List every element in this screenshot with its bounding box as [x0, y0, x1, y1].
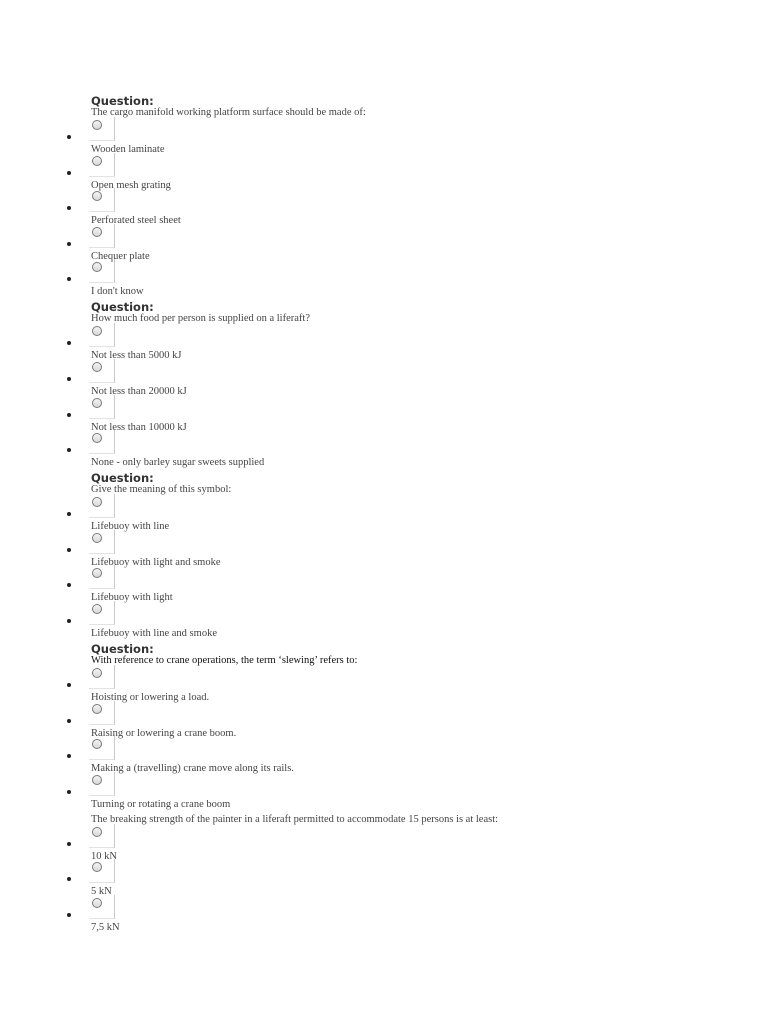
list-bullet	[67, 683, 71, 687]
radio-circle-icon[interactable]	[92, 862, 102, 872]
answer-radio[interactable]	[89, 701, 115, 725]
answer-option-label: None - only barley sugar sweets supplied	[91, 457, 265, 469]
radio-circle-icon[interactable]	[92, 739, 102, 749]
question-text: The cargo manifold working platform surface should be made of:	[91, 107, 366, 118]
radio-circle-icon[interactable]	[92, 433, 102, 443]
radio-circle-icon[interactable]	[92, 227, 102, 237]
answer-option-label: Wooden laminate	[91, 144, 165, 155]
radio-circle-icon[interactable]	[92, 326, 102, 336]
answer-option-label: Raising or lowering a crane boom.	[91, 727, 237, 739]
answer-radio[interactable]	[89, 530, 115, 554]
answer-option-label: I don't know	[91, 286, 144, 298]
answer-option-label: Chequer plate	[91, 250, 150, 262]
question-heading: Question:	[91, 642, 154, 656]
list-bullet	[67, 512, 71, 516]
question-text: The breaking strength of the painter in a liferaft permitted to accommodate 15 persons is at least:	[91, 813, 499, 825]
answer-radio[interactable]	[89, 859, 115, 883]
answer-option-label: Turning or rotating a crane boom	[91, 798, 231, 810]
list-bullet	[67, 413, 71, 417]
question-heading: Question:	[91, 300, 154, 315]
answer-option-label: Lifebuoy with line	[91, 521, 170, 533]
list-bullet	[67, 619, 71, 623]
answer-radio[interactable]	[89, 188, 115, 212]
answer-radio[interactable]	[89, 224, 115, 248]
answer-radio[interactable]	[89, 323, 115, 347]
list-bullet	[67, 719, 71, 723]
list-bullet	[67, 377, 71, 381]
list-bullet	[67, 583, 71, 587]
radio-circle-icon[interactable]	[92, 604, 102, 614]
radio-circle-icon[interactable]	[92, 775, 102, 785]
answer-option-label: Open mesh grating	[91, 179, 171, 191]
list-bullet	[67, 206, 71, 210]
answer-radio[interactable]	[89, 895, 115, 919]
answer-radio[interactable]	[89, 772, 115, 796]
answer-radio[interactable]	[89, 494, 115, 518]
answer-radio[interactable]	[89, 565, 115, 589]
answer-option-label: Hoisting or lowering a load.	[91, 692, 210, 703]
list-bullet	[67, 135, 71, 139]
list-bullet	[67, 242, 71, 246]
question-heading: Question:	[91, 94, 154, 108]
answer-radio[interactable]	[89, 117, 115, 141]
answer-radio[interactable]	[89, 824, 115, 848]
list-bullet	[67, 842, 71, 846]
list-bullet	[67, 877, 71, 881]
radio-circle-icon[interactable]	[92, 827, 102, 837]
answer-option-label: Lifebuoy with light and smoke	[91, 556, 221, 568]
answer-radio[interactable]	[89, 153, 115, 177]
radio-circle-icon[interactable]	[92, 191, 102, 201]
list-bullet	[67, 754, 71, 758]
radio-circle-icon[interactable]	[92, 120, 102, 130]
answer-radio[interactable]	[89, 430, 115, 454]
answer-option-label: 5 kN	[91, 886, 112, 898]
answer-radio[interactable]	[89, 736, 115, 760]
radio-circle-icon[interactable]	[92, 497, 102, 507]
answer-option-label: Not less than 10000 kJ	[91, 421, 187, 433]
list-bullet	[67, 341, 71, 345]
answer-radio[interactable]	[89, 601, 115, 625]
answer-option-label: Not less than 20000 kJ	[91, 386, 187, 397]
radio-circle-icon[interactable]	[92, 362, 102, 372]
answer-radio[interactable]	[89, 259, 115, 283]
radio-circle-icon[interactable]	[92, 156, 102, 166]
question-text: How much food per person is supplied on a liferaft?	[91, 313, 310, 325]
answer-radio[interactable]	[89, 665, 115, 689]
radio-circle-icon[interactable]	[92, 568, 102, 578]
answer-radio[interactable]	[89, 395, 115, 419]
answer-option-label: Perforated steel sheet	[91, 215, 181, 227]
answer-option-label: 7,5 kN	[91, 922, 120, 933]
question-text: With reference to crane operations, the term ‘slewing’ refers to:	[91, 655, 358, 666]
list-bullet	[67, 171, 71, 175]
list-bullet	[67, 913, 71, 917]
radio-circle-icon[interactable]	[92, 533, 102, 543]
list-bullet	[67, 548, 71, 552]
radio-circle-icon[interactable]	[92, 398, 102, 408]
answer-option-label: Lifebuoy with line and smoke	[91, 628, 217, 639]
answer-option-label: 10 kN	[91, 850, 117, 862]
answer-option-label: Not less than 5000 kJ	[91, 350, 182, 362]
answer-option-label: Making a (travelling) crane move along its rails.	[91, 763, 294, 775]
radio-circle-icon[interactable]	[92, 898, 102, 908]
question-text: Give the meaning of this symbol:	[91, 484, 232, 496]
list-bullet	[67, 790, 71, 794]
answer-option-label: Lifebuoy with light	[91, 592, 173, 604]
radio-circle-icon[interactable]	[92, 262, 102, 272]
answer-radio[interactable]	[89, 359, 115, 383]
list-bullet	[67, 448, 71, 452]
list-bullet	[67, 277, 71, 281]
question-heading: Question:	[91, 471, 154, 486]
radio-circle-icon[interactable]	[92, 704, 102, 714]
radio-circle-icon[interactable]	[92, 668, 102, 678]
